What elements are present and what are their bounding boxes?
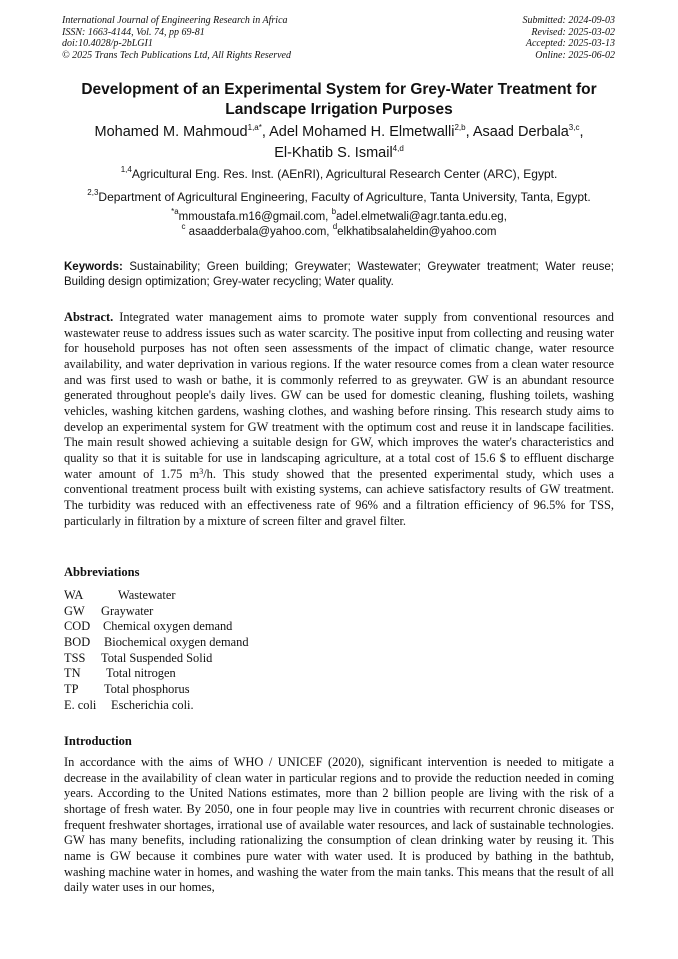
keywords-label: Keywords: xyxy=(64,261,123,273)
journal-doi[interactable]: doi:10.4028/p-2bLGI1 xyxy=(62,38,153,50)
author-list: Mohamed M. Mahmoud$^{1,a*}$, Adel Mohamed H. Elmetwalli$^{2,b}$, Asaad Derbala$^{3,c}$, El-Khatib S. Ismail$^{4,d}$ xyxy=(94,123,584,161)
email-link[interactable]: asaadderbala@yahoo.com, xyxy=(185,226,333,238)
author-sup: 1,a* xyxy=(247,123,262,132)
affiliation-text: Department of Agricultural Engineering, Faculty of Agriculture, Tanta University, Tanta, Egypt. xyxy=(98,190,591,204)
author-sup: 2,b xyxy=(454,123,466,132)
email-sup: b xyxy=(331,207,337,216)
affiliation-sup: 1,4 xyxy=(120,165,132,174)
abbreviation-row xyxy=(64,588,249,604)
affiliation-text: Agricultural Eng. Res. Inst. (AEnRI), Agricultural Research Center (ARC), Egypt. xyxy=(131,167,558,181)
abbreviation-definition: Total nitrogen xyxy=(106,666,176,681)
introduction-text: In accordance with the aims of WHO / UNICEF (2020), significant intervention is needed to mitigate a decrease in the availability of clean water in particular regions and to provide the reduction needed in coming years. According to the United Nations estimates, more than 2 billion people are living with the risk of a shortage of fresh water. By 2050, one in four people may live in countries with recurrent chronic diseases or frequent freshwater shortages, irrational use of available water resources, and lack of sustainable technologies. GW has many benefits, including rationalizing the consumption of clean drinking water by reusing it. This name is GW because it combines pure water with water used. It is produced by bathing in the bathtub, washing machine water in homes, and washing the water from the main tanks. This means that the result of all daily water uses in our homes, xyxy=(64,755,614,895)
abstract xyxy=(64,310,614,529)
keywords-text: Sustainability; Green building; Greywater; Wastewater; Greywater treatment; Water reuse; Building design optimization; Grey-water recycling; Water quality. xyxy=(64,261,614,288)
journal-header xyxy=(62,15,615,61)
abbreviation-term: TN xyxy=(64,666,81,681)
abstract-label: Abstract. xyxy=(64,310,114,324)
author-sup: 3,c xyxy=(568,123,580,132)
abbreviation-definition: Chemical oxygen demand xyxy=(103,619,233,634)
abbreviation-term: TSS xyxy=(64,650,86,665)
email-link[interactable]: mmoustafa.m16@gmail.com, xyxy=(178,211,332,223)
abbreviation-row xyxy=(64,682,249,698)
author-name: El-Khatib S. Ismail xyxy=(274,145,393,161)
email-link[interactable]: elkhatibsalaheldin@yahoo.com xyxy=(337,226,497,238)
abbreviation-row xyxy=(64,666,249,682)
abbreviation-term: WA xyxy=(64,588,84,602)
abbreviations-heading: Abbreviations xyxy=(64,565,140,579)
email-sup: c xyxy=(181,222,186,231)
abbreviation-definition: Biochemical oxygen demand xyxy=(104,634,249,649)
journal-issn: ISSN: 1663-4144, Vol. 74, pp 69-81 xyxy=(62,26,205,38)
abbreviation-row xyxy=(64,619,249,635)
introduction-heading: Introduction xyxy=(64,734,132,748)
affiliation-sup: 2,3 xyxy=(87,188,99,197)
abbreviation-term: COD xyxy=(64,619,91,634)
abbreviation-term: E. coli xyxy=(64,697,97,712)
abbreviation-definition: Escherichia coli. xyxy=(111,697,194,712)
journal-name: International Journal of Engineering Research in Africa xyxy=(62,15,288,26)
abstract-sup: 3 xyxy=(199,466,204,476)
abbreviation-term: GW xyxy=(64,603,85,618)
affiliation-1 xyxy=(40,167,638,182)
abbreviation-row xyxy=(64,698,249,714)
date-submitted: Submitted: 2024-09-03 xyxy=(522,15,615,26)
abbreviation-row xyxy=(64,604,249,620)
abbreviation-row xyxy=(64,635,249,651)
abbreviation-term: TP xyxy=(64,681,79,696)
email-sup: d xyxy=(332,222,338,231)
abstract-text-cont: /h. This study showed that the presented experimental study, which uses a conventional treatment process built with existing systems, can achieve satisfactory results of GW treatment. The turbidity was reduced with an effectiveness rate of 96% and a filtration efficiency of 96.5% for TSS, particularly in filtration by a mixture of screen filter and gravel filter. xyxy=(64,466,614,528)
abbreviations-list xyxy=(64,588,249,713)
publication-dates xyxy=(523,15,616,61)
author-name: Mohamed M. Mahmoud xyxy=(94,124,248,140)
author-name: Adel Mohamed H. Elmetwalli xyxy=(269,124,455,140)
abstract-text: Integrated water management aims to promote water supply from conventional resources and wastewater reuse to address issues such as water scarcity. The positive input from collecting and reusing water for household purposes has not often seen assessments of the impact of climatic change, water resource availability, and water deprivation in various regions. If the water resource comes from a clean water resource and was first used to wash or bathe, it is commonly referred to as greywater. GW is an abundant resource generated throughout people's daily lives. GW can be used for domestic cleaning, flushing toilets, washing vehicles, washing kitchen gardens, washing clothes, and washing before rinsing. This research study aims to develop an experimental system for GW treatment with the optimum cost and reuse it in landscape facilities. The main result showed achieving a suitable design for GW, which improves the water's characteristics and quality so that it is suitable for use in landscaping agriculture, at a total cost of 15.6 $ to effluent discharge water amount of 1.75 m xyxy=(64,310,614,481)
abbreviation-row xyxy=(64,651,249,667)
abbreviation-definition: Total phosphorus xyxy=(104,681,190,696)
journal-info xyxy=(62,15,291,61)
affiliation-2 xyxy=(40,190,638,205)
keywords xyxy=(64,260,614,290)
author-sup: 4,d xyxy=(392,144,404,153)
date-revised: Revised: 2025-03-02 xyxy=(531,26,615,38)
paper-title: Development of an Experimental System for Grey-Water Treatment for Landscape Irrigation Purposes xyxy=(81,81,597,118)
author-name: Asaad Derbala xyxy=(472,124,569,140)
date-online: Online: 2025-06-02 xyxy=(535,49,615,61)
abbreviation-definition: Wastewater xyxy=(118,588,176,602)
author-emails xyxy=(40,207,638,240)
abbreviation-definition: Total Suspended Solid xyxy=(101,650,213,665)
date-accepted: Accepted: 2025-03-13 xyxy=(525,38,615,50)
abbreviation-definition: Graywater xyxy=(101,603,154,618)
email-link[interactable]: adel.elmetwali@agr.tanta.edu.eg, xyxy=(336,211,507,223)
journal-copyright: © 2025 Trans Tech Publications Ltd, All Rights Reserved xyxy=(62,49,291,61)
abbreviation-term: BOD xyxy=(64,634,91,649)
email-sup: *a xyxy=(171,207,179,216)
